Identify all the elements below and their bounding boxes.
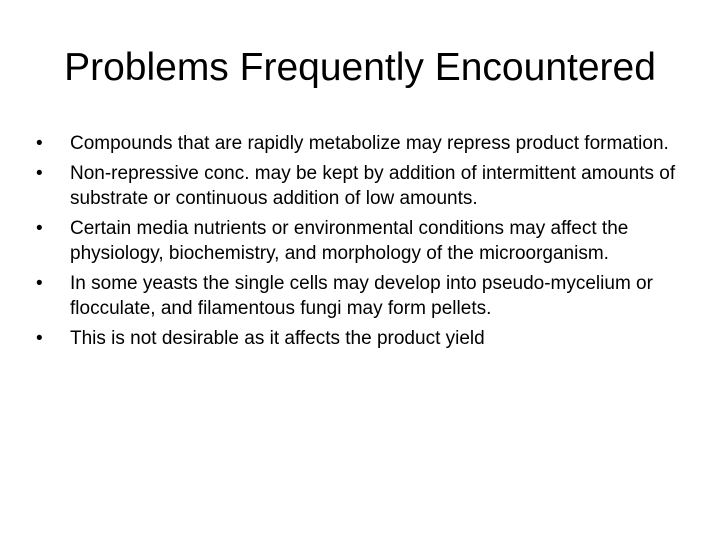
bullet-text: Non-repressive conc. may be kept by addition of intermittent amounts of substrate or continuous addition of low amounts. [70,163,676,209]
bullet-icon: • [36,163,43,184]
bullet-icon: • [36,133,43,154]
bullet-item [36,161,686,211]
bullet-item [36,271,686,321]
bullet-icon: • [36,273,43,294]
bullet-text: This is not desirable as it affects the product yield [70,328,485,349]
bullet-icon: • [36,218,43,239]
bullet-item [36,131,686,156]
bullet-item [36,216,686,266]
bullet-text: Certain media nutrients or environmental conditions may affect the physiology, biochemistry, and morphology of the microorganism. [70,218,629,264]
bullet-text: Compounds that are rapidly metabolize may repress product formation. [70,133,669,154]
bullet-list [36,131,686,356]
slide-title: Problems Frequently Encountered [64,46,656,89]
bullet-icon: • [36,328,43,349]
bullet-item [36,326,686,351]
bullet-text: In some yeasts the single cells may develop into pseudo-mycelium or flocculate, and filamentous fungi may form pellets. [70,273,653,319]
